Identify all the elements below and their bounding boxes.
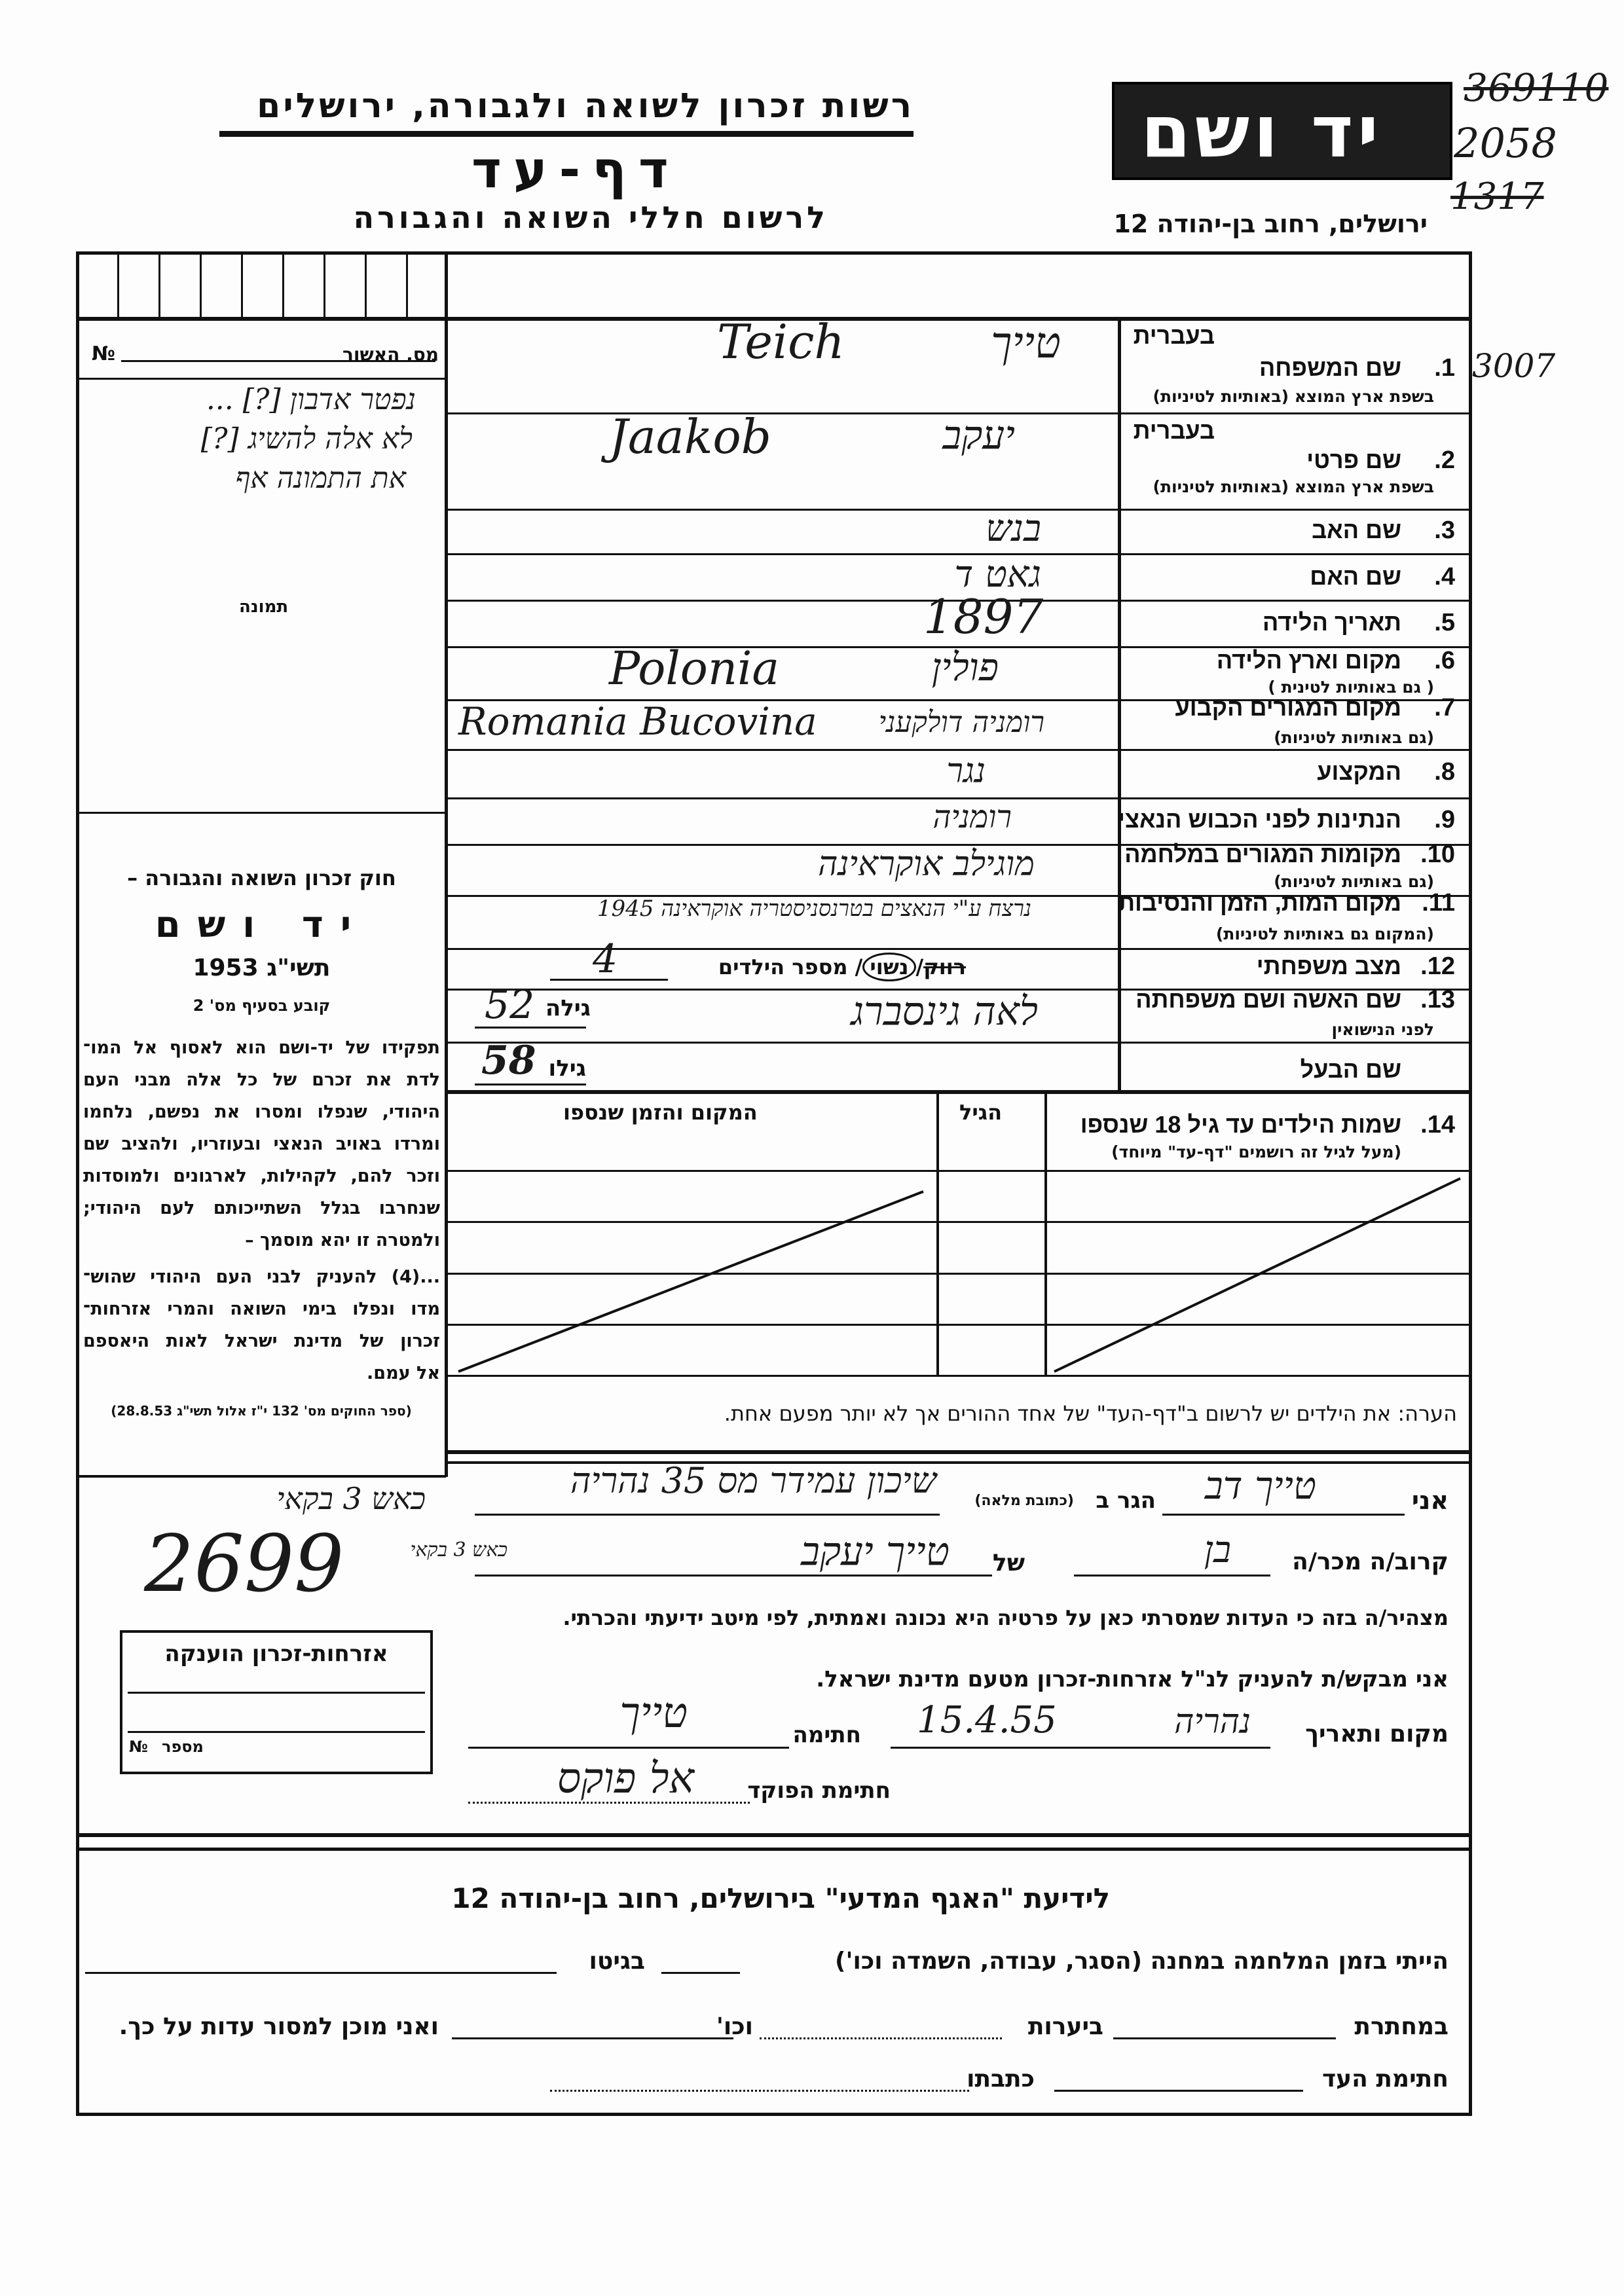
field-number: 11. (1422, 889, 1455, 917)
law-text-line: מדו ונפלו בימי השואה והמרי אזרחות־ (83, 1299, 440, 1319)
field-label: המקצוע (1317, 758, 1401, 785)
relation-field[interactable] (1074, 1575, 1270, 1576)
field-label: מקום המגורים הקבוע (1175, 694, 1401, 721)
field-sublabel: (המקום גם באותיות לטיניות) (1215, 924, 1434, 943)
witness-address-field[interactable] (550, 2090, 969, 2092)
law-text-line: אל עמם. (367, 1363, 440, 1383)
first-name-latin[interactable]: Jaakob (609, 409, 771, 464)
full-address-label: (כתובת מלאה) (974, 1493, 1074, 1509)
law-source: (ספר החוקים מס' 132 י"ז אלול תשי"ג 28.8.53) (111, 1403, 412, 1419)
declaration-statement: מצהיר/ה בזה כי העדות שמסרתי כאן על פרטיה היא נכונה ואמתית, לפי מיטב ידיעתי והכרתי. (563, 1605, 1449, 1630)
date[interactable]: 15.4.55 (917, 1699, 1057, 1741)
field-number: 1. (1434, 354, 1455, 382)
law-title: חוק זכרון השואה והגבורה – (127, 866, 396, 890)
citizenship-number-label: מספר (162, 1738, 204, 1756)
handwritten-number: 2699 (144, 1519, 344, 1610)
field-number: 2. (1434, 446, 1455, 474)
mother-name[interactable]: גאט ד (954, 553, 1041, 596)
scientific-dept-title: לידיעת "האגף המדעי" בירושלים, רחוב בן-יהודה 12 (451, 1882, 1110, 1914)
citizenship-box-title: אזרחות-זכרון הוענקה (164, 1641, 388, 1667)
field-sublabel: לפני הנישואין (1331, 1020, 1434, 1039)
forests-label: ביערות (1027, 2013, 1103, 2040)
option-married[interactable]: נשוי (862, 953, 915, 981)
field-label: תאריך הלידה (1262, 609, 1401, 636)
of-name-field[interactable] (475, 1575, 992, 1576)
camp-label: הייתי בזמן המלחמה במחנה (הסגר, עבודה, השמדה וכו') (834, 1948, 1449, 1975)
i-label: אני (1411, 1486, 1449, 1515)
field-label: שם האם (1310, 563, 1401, 590)
law-name: יד ושם (155, 903, 369, 946)
place-column-header: המקום והזמן שנספו (563, 1100, 758, 1125)
wartime-residence[interactable]: מוגילב אוקראינה (818, 845, 1035, 884)
law-text-line: שנחרבו בגלל השתייכותם לעם היהודי; (83, 1198, 440, 1218)
children-count-label: מספר הילדים (718, 955, 848, 979)
residence-latin[interactable]: Romania Bucovina (458, 699, 817, 744)
handwritten-note-line: נפטר אדבון [?] ... (206, 383, 416, 416)
ghetto-field[interactable] (85, 1972, 557, 1974)
strike-line-places (458, 1192, 923, 1372)
children-note: הערה: את הילדים יש לרשום ב"דף-העד" של אחד ההורים אך לא יותר מפעם אחת. (724, 1401, 1457, 1426)
first-name-hebrew[interactable]: יעקב (942, 412, 1015, 458)
relation-margin-note: כאש 3 בקאי (410, 1539, 507, 1561)
law-year: תשי"ג 1953 (193, 955, 331, 981)
husband-age[interactable]: 58 (481, 1038, 536, 1084)
witness-signature-field[interactable] (1054, 2090, 1303, 2092)
relation-label: קרוב/ה מכר/ה (1292, 1548, 1449, 1575)
birth-place-hebrew[interactable]: פולין (931, 645, 999, 689)
witness-address-label: כתבתו (967, 2066, 1035, 2092)
law-text-line: ולמטרה זו יהא מוסמך – (245, 1230, 440, 1250)
handwritten-note-line: לא אלה להשיג [?] (200, 422, 413, 456)
place[interactable]: נהריה (1173, 1702, 1251, 1741)
law-text-line: לדת את זכרם של כל אלה מבני העם (83, 1070, 440, 1090)
marital-status: רווק/נשוי/ מספר הילדים (718, 955, 966, 979)
form-title: דף-עד (471, 141, 680, 200)
wife-age[interactable]: 52 (485, 982, 535, 1028)
field-number: 8. (1434, 758, 1455, 786)
field-label: שם פרטי (1306, 446, 1401, 473)
authority-title: רשות זכרון לשואה ולגבורה, ירושלים (257, 86, 914, 126)
law-text-line: היהודי, שנפלו ומסרו את נפשם, נלחמו (83, 1102, 440, 1122)
field-label: שם האשה ושם משפחתה (1135, 986, 1401, 1013)
husband-age-label: גילו (548, 1055, 586, 1082)
officer-signature: אל פוקס (557, 1755, 694, 1803)
citizenship-box (120, 1630, 433, 1774)
witness-signature-label: חתימת העד (1322, 2066, 1449, 2092)
form-subtitle: לרשום חללי השואה והגבורה (353, 200, 828, 235)
witness-address[interactable]: שיכון עמידר מס 35 נהריה (570, 1460, 936, 1501)
law-text-line: ומרדו באויב הנאצי ובעוזריו, ולהציב שם (83, 1134, 440, 1154)
birth-place-latin[interactable]: Polonia (609, 642, 780, 695)
death-place-circumstances[interactable]: נרצח ע"י הנאצים בטרנסניסטריה אוקראינה 1945 (597, 896, 1031, 922)
wife-name[interactable]: לאה גינסברג (851, 989, 1038, 1034)
field-label: מצב משפחתי (1256, 953, 1401, 979)
age-column-header: הגיל (959, 1100, 1003, 1125)
officer-signature-label: חתימת הפוקד (747, 1777, 891, 1804)
family-name-latin[interactable]: Teich (717, 314, 845, 369)
citizenship-box-line-2 (128, 1731, 425, 1733)
field-number: 4. (1434, 563, 1455, 591)
field-number: 7. (1434, 694, 1455, 721)
residence-hebrew[interactable]: רומניה דולקעני (878, 706, 1044, 739)
of-label: של (992, 1550, 1025, 1576)
children-count[interactable]: 4 (593, 936, 618, 982)
bottom-section-rule-2 (76, 1848, 1470, 1851)
field-label: שם המשפחה (1259, 354, 1401, 381)
place-date-field[interactable] (891, 1747, 1270, 1749)
camp-field[interactable] (661, 1972, 740, 1974)
address: ירושלים, רחוב בן-יהודה 12 (1113, 210, 1428, 238)
archive-number: 2058 (1454, 119, 1557, 167)
field-label: הנתינות לפני הכבוש הנאצי (1118, 806, 1401, 833)
ghetto-label: בגיטו (589, 1948, 645, 1975)
field-sublabel: (גם באותיות לטיניות) (1274, 872, 1434, 891)
of-name[interactable]: טייך יעקב (801, 1529, 950, 1575)
underground-label: במחתרת (1354, 2013, 1449, 2040)
father-name[interactable]: בנש (986, 507, 1041, 550)
law-text-line: זכרון של מדינת ישראל לאות היאספם (83, 1331, 440, 1351)
nationality[interactable]: רומניה (932, 799, 1012, 835)
archive-number-crossed-top: 369110 (1464, 65, 1609, 110)
field-sublabel: ( גם באותיות לטינית ) (1268, 678, 1434, 697)
relation[interactable]: בן (1204, 1529, 1231, 1571)
family-name-hebrew[interactable]: טייך (991, 318, 1061, 368)
handwritten-stamp-note: כאש 3 בקאי (276, 1481, 426, 1516)
law-text-line: ...(4) להעניק לבני העם היהודי שהוש־ (83, 1267, 440, 1287)
declaration-top-rule (446, 1450, 1470, 1454)
field-sublabel: בשפת ארץ המוצא (באותיות לטיניות) (1153, 477, 1434, 496)
option-single[interactable]: רווק (923, 955, 966, 979)
field-sublabel: בשפת ארץ המוצא (באותיות לטיניות) (1153, 387, 1434, 406)
field-sublabel: (גם באותיות לטיניות) (1274, 728, 1434, 747)
underground-field[interactable] (1113, 2037, 1336, 2039)
field-label: שם הבעל (1300, 1056, 1401, 1083)
profession[interactable]: נגר (946, 752, 986, 791)
witness-name[interactable]: טייך דב (1204, 1463, 1316, 1508)
bottom-section-rule (76, 1833, 1470, 1837)
field-label: מקומות המגורים במלחמה (1124, 841, 1401, 867)
archive-number-crossed-bottom: 1317 (1450, 175, 1544, 218)
forests-field[interactable] (760, 2037, 1002, 2039)
in-hebrew-label: בעברית (1133, 417, 1215, 444)
field-number: 5. (1434, 609, 1455, 636)
margin-number: 3007 (1472, 347, 1556, 385)
citizenship-box-line (128, 1692, 425, 1694)
address-field[interactable] (475, 1514, 940, 1516)
photo-label: תמונה (239, 597, 289, 617)
law-clause: קובע בסעיף מס' 2 (193, 996, 331, 1015)
handwritten-note-line: את התמונה אף (235, 462, 406, 495)
field-label: מקום המות, הזמן והנסיבות (1118, 889, 1401, 916)
children-section-sub: (מעל לגיל זה רושמים "דף-עד" מיוחד) (1111, 1142, 1401, 1161)
signature-field[interactable] (468, 1747, 789, 1749)
etc-label: וכו' (716, 2013, 753, 2040)
etc-field[interactable] (452, 2037, 733, 2039)
number-sign: № (92, 342, 116, 365)
wife-age-label: גילה (545, 995, 591, 1021)
in-hebrew-label: בעברית (1133, 322, 1215, 349)
law-text-line: תפקידו של יד-ושם הוא לאסוף אל המו־ (83, 1038, 440, 1058)
approval-number-label: מס. האשור (342, 344, 439, 365)
resides-label: הגר ב (1096, 1487, 1156, 1514)
field-number: 9. (1434, 806, 1455, 833)
children-section-number: 14. (1420, 1111, 1455, 1139)
witness-name-field[interactable] (1162, 1514, 1405, 1516)
citizenship-number-sign: № (129, 1738, 148, 1756)
strike-line-names (1054, 1178, 1460, 1372)
field-label: מקום וארץ הלידה (1216, 647, 1401, 674)
place-date-label: מקום ותאריך (1305, 1721, 1449, 1747)
signature-label: חתימה (792, 1722, 861, 1748)
field-number: 12. (1420, 953, 1455, 980)
field-number: 3. (1434, 517, 1455, 544)
birth-date[interactable]: 1897 (923, 589, 1044, 644)
field-number: 10. (1420, 841, 1455, 868)
field-number: 13. (1420, 986, 1455, 1013)
ready-to-testify: ואני מוכן למסור עדות על כך. (119, 2013, 439, 2040)
signature[interactable]: טייך (619, 1689, 688, 1738)
yad-vashem-logo: יד ושם (1112, 82, 1452, 180)
law-text-line: וזכר להם, לקהילות, לארגונים ולמוסדות (83, 1166, 440, 1186)
children-section-label: שמות הילדים עד גיל 18 שנספו (1080, 1111, 1401, 1138)
citizenship-request: אני מבקש/ת להעניק לנ"ל אזרחות-זכרון מטעם מדינת ישראל. (816, 1666, 1449, 1692)
field-label: שם האב (1312, 517, 1401, 543)
field-number: 6. (1434, 647, 1455, 674)
